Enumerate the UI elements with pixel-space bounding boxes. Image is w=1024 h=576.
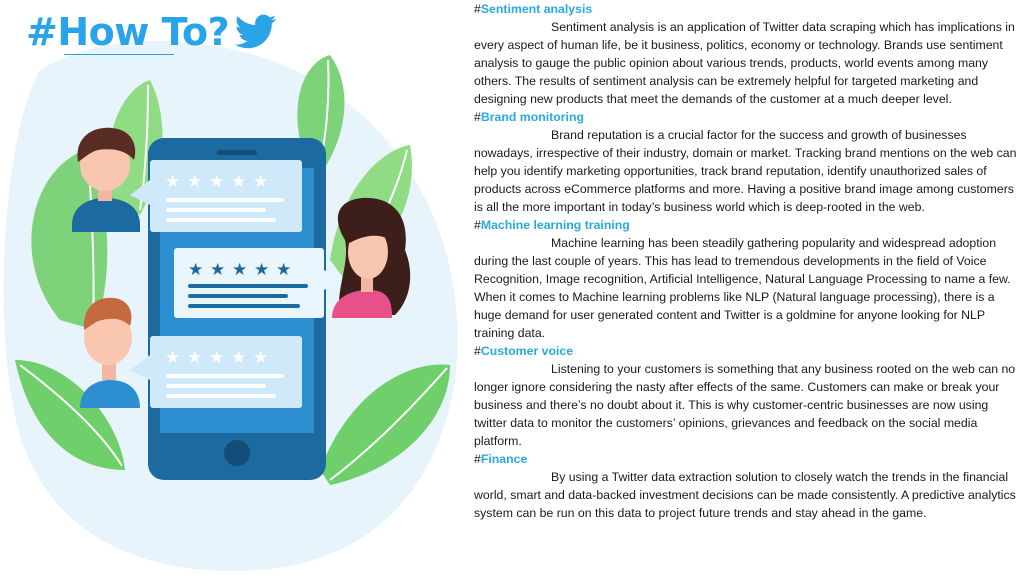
heading-hash: # (474, 218, 481, 232)
heading-hash: # (474, 110, 481, 124)
heading-hash: # (474, 452, 481, 466)
section-machine-learning-training (474, 216, 1022, 342)
svg-text:★: ★ (254, 260, 270, 280)
svg-text:★: ★ (210, 260, 226, 280)
section-text: Sentiment analysis is an application of Twitter data scraping which has implications in every aspect of human life, be it business, politics, economy or technology. Brands use sentiment analysis to gauge the public opinion about various trends, products, world events among many others. The results of sentiment analysis can be extremely helpful for targeted marketing and designing new products that meet the demands of the customer at a much deeper level. (474, 20, 1015, 106)
section-text: Brand reputation is a crucial factor for the success and growth of businesses nowadays, irrespective of their industry, domain or market. Tracking brand mentions on the web can help you identify marketing opportunities, track brand reputation, identify unauthorized sales of products across eCommerce platforms and more. Having a positive brand image among customers is all the more important in today’s business world which is deep-rooted in the web. (474, 128, 1017, 214)
heading-label: Sentiment analysis (480, 2, 593, 16)
article-body (474, 0, 1022, 576)
phone-home-button (224, 440, 250, 466)
svg-text:★: ★ (188, 260, 204, 280)
section-heading (474, 342, 1022, 360)
page-title (26, 10, 277, 54)
svg-text:★: ★ (276, 260, 292, 280)
section-heading (474, 108, 1022, 126)
svg-text:★: ★ (231, 348, 247, 368)
heading-label: Finance (480, 452, 528, 466)
svg-text:★: ★ (253, 348, 269, 368)
twitter-bird-icon (235, 14, 277, 50)
svg-text:★: ★ (187, 172, 203, 192)
section-finance (474, 450, 1022, 522)
svg-text:★: ★ (232, 260, 248, 280)
section-text: By using a Twitter data extraction solution to closely watch the trends in the financial world, smart and data-backed investment decisions can be made consistently. A predictive analytics system can be run on this data to project future trends and stay ahead in the game. (474, 470, 1016, 520)
title-text: #How To? (26, 10, 230, 54)
phone-speaker (217, 150, 257, 155)
svg-text:★: ★ (231, 172, 247, 192)
section-customer-voice (474, 342, 1022, 450)
svg-text:★: ★ (165, 348, 181, 368)
svg-text:★: ★ (165, 172, 181, 192)
svg-text:★: ★ (209, 172, 225, 192)
heading-label: Brand monitoring (480, 110, 584, 124)
heading-label: Customer voice (480, 344, 574, 358)
illustration-panel (0, 0, 470, 576)
svg-text:★: ★ (209, 348, 225, 368)
heading-hash: # (474, 2, 481, 16)
section-text: Machine learning has been steadily gathering popularity and widespread adoption during the last couple of years. This has lead to tremendous developments in the field of Voice Recognition, Image recognition, Artificial Intelligence, Natural Language Processing to name a few. When it comes to Machine learning problems like NLP (Natural language processing), there is a huge demand for user generated content and Twitter is a goldmine for anyone looking for NLP training data. (474, 236, 1011, 340)
svg-text:★: ★ (187, 348, 203, 368)
heading-hash: # (474, 344, 481, 358)
section-sentiment-analysis (474, 0, 1022, 108)
section-text: Listening to your customers is something that any business rooted on the web can no longer ignore considering the nasty after effects of the same. Customers can make or break your business and there’s no doubt about it. This is why customer-centric businesses are now using twitter data to monitor the customers’ opinions, grievances and feedback on the social media platform. (474, 362, 1016, 448)
svg-text:★: ★ (253, 172, 269, 192)
section-heading (474, 450, 1022, 468)
section-heading (474, 0, 1022, 18)
title-underline (64, 54, 174, 55)
heading-label: Machine learning training (480, 218, 630, 232)
section-heading (474, 216, 1022, 234)
section-brand-monitoring (474, 108, 1022, 216)
review-illustration (0, 0, 470, 576)
